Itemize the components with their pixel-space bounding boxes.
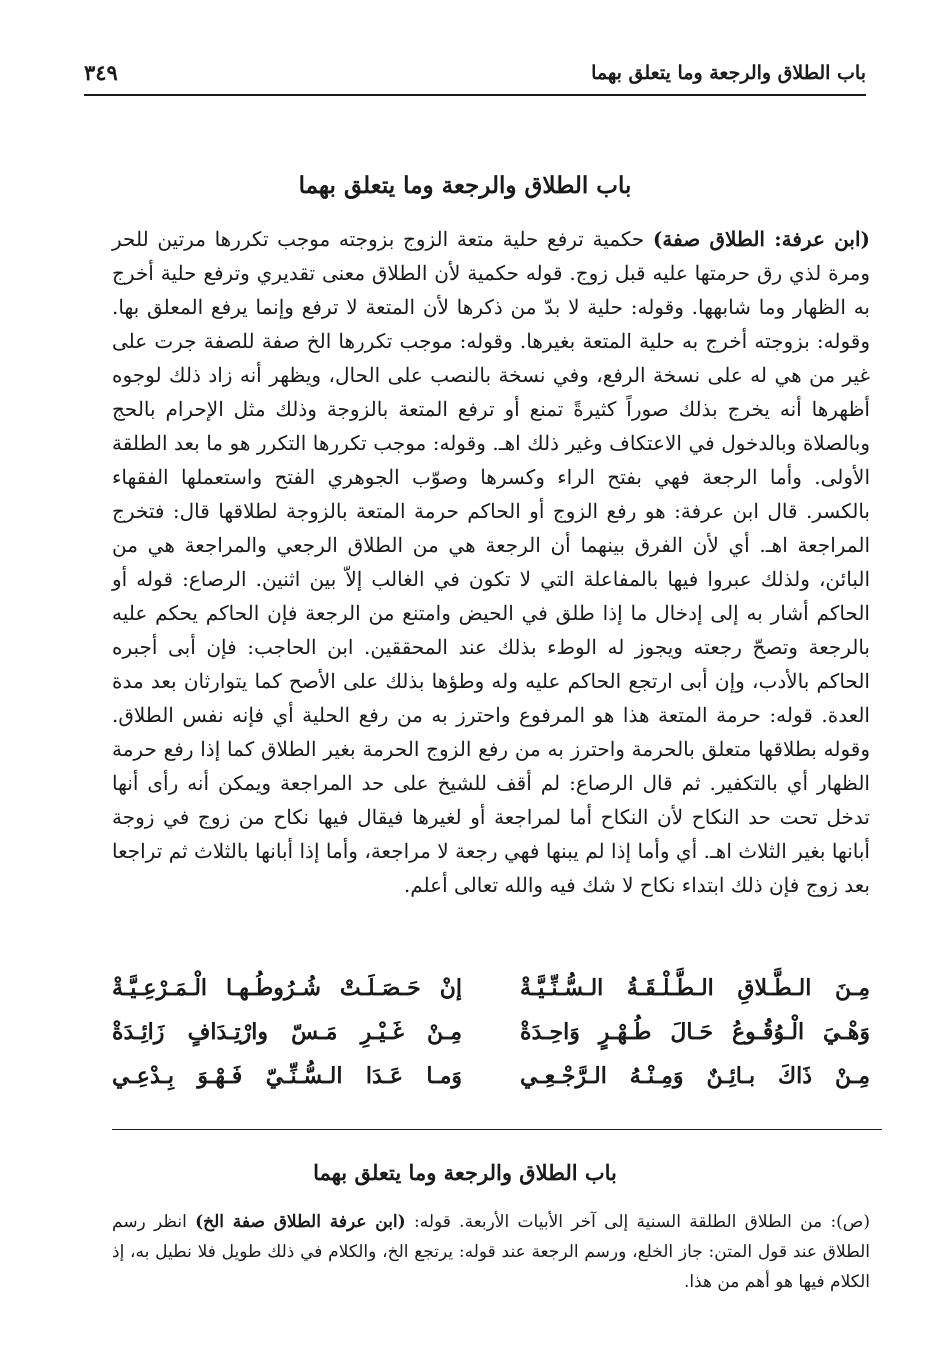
chapter-heading: باب الطلاق والرجعة وما يتعلق بهما [298,172,632,199]
page-number: ٣٤٩ [84,60,118,85]
commentary-intro: (ص): من الطلاق الطلقة السنية إلى آخر الأبيات الأربعة. قوله: [405,1212,870,1232]
verse-line [112,966,870,1010]
main-paragraph [112,222,870,902]
commentary-paragraph [112,1207,870,1297]
lead-term: (ابن عرفة: الطلاق صفة) [652,227,870,251]
running-title: باب الطلاق والرجعة وما يتعلق بهما [591,62,866,84]
commentary-text [112,1207,870,1297]
commentary-rest: انظر رسم الطلاق عند قول المتن: جاز الخلع، ورسم الرجعة عند قوله: يرتجع الخ، والكلام في ذلك طويل فلا نطيل به، إذ الكلام فيها هو أهم من هذا. [112,1212,870,1292]
poem [112,966,870,1098]
commentary-bold-term: (ابن عرفة الطلاق صفة الخ) [195,1212,406,1232]
main-text [112,222,870,902]
verse-second-hemistich: وَمـا عَـدَا الـسُّـنِّـيّ فَـهْـوَ بِـدْعِـي [112,1063,462,1089]
page-header [84,58,866,96]
verse-first-hemistich: مِـنَ الـطَّـلاقِ الـطَّـلْـقَـةُ الـسُّـنِّـيَّـةْ [520,975,870,1001]
verse-second-hemistich: إنْ حَـصَـلَـتْ شُـرُوطُـهـا الْـمَـرْعِـيَّـةْ [112,975,462,1001]
verse-first-hemistich: مِـنْ ذَاكَ بـائِـنٌ وَمِـنْـهُ الـرَّجْـعِـي [520,1063,870,1089]
commentary-heading: باب الطلاق والرجعة وما يتعلق بهما [313,1160,617,1185]
verse-line [112,1010,870,1054]
verse-line [112,1054,870,1098]
main-body: حكمية ترفع حلية متعة الزوج بزوجته موجب تكررها مرتين للحر ومرة لذي رق حرمتها عليه قبل زوج. قوله حكمية لأن الطلاق معنى تقديري وترفع حلية أخرج به الظهار وما شابهها. وقوله: حلية لا بدّ من ذكرها لأن المتعة لا ترفع وإنما يرفع المعلق بها. وقوله: بزوجته أخرج به حلية المتعة بغيرها. وقوله: موجب تكررها الخ صفة للصفة جرت على غير من هي له على نسخة الرفع، وفي نسخة بالنصب على الحال، ويظهر أنه زاد ذلك لوجوه أظهرها أنه يخرج بذلك صوراً كثيرةً تمنع أو ترفع المتعة بالزوجة وذلك مثل الإحرام بالحج وبالصلاة وبالدخول في الاعتكاف وغير ذلك اهـ. وقوله: موجب تكررها التكرر هو ما بعد الطلقة الأولى. وأما الرجعة فهي بفتح الراء وكسرها وصوّب الجوهري الفتح واستعملها الفقهاء بالكسر. قال ابن عرفة: هو رفع الزوج أو الحاكم حرمة المتعة بالزوجة لطلاقها قال: فتخرج المراجعة اهـ. أي لأن الفرق بينهما أن الرجعة هي من الطلاق الرجعي والمراجعة هي من البائن، ولذلك عبروا فيها بالمفاعلة التي لا تكون في الغالب إلاّ بين اثنين. الرصاع: قوله أو الحاكم أشار به إلى إدخال ما إذا طلق في الحيض وامتنع من الرجعة فإن الحاكم يحكم عليه بالرجعة وتصحّ رجعته ويجوز له الوطء بذلك عند المحققين. ابن الحاجب: فإن أبى أجبره الحاكم بالأدب، وإن أبى ارتجع الحاكم عليه وله وطؤها بذلك على الأصح كما يتوارثان بعد مدة العدة. قوله: حرمة المتعة هذا هو المرفوع واحترز به من رفع الحلية أي فإنه نفس الطلاق. وقوله بطلاقها متعلق بالحرمة واحترز به من رفع الزوج الحرمة بغير الطلاق كما إذا رفع حرمة الظهار أي بالتكفير. ثم قال الرصاع: لم أقف للشيخ على حد المراجعة ويمكن أنه رأى أنها تدخل تحت حد النكاح لأن النكاح أما لمراجعة أو لغيرها فيقال فيها نكاح من زوج في زوجة أبانها بغير الثلاث اهـ. أي وأما إذا لم يبنها فهي رجعة لا مراجعة، وأما إذا أبانها بالثلاث ثم تراجعا بعد زوج فإن ذلك ابتداء نكاح لا شك فيه والله تعالى أعلم. [112,227,870,897]
verse-second-hemistich: مِـنْ غَـيْـرِ مَـسّ وارْتِـدَافٍ زَائِـدَةْ [112,1019,462,1045]
verse-first-hemistich: وَهْـيَ الْـوُقُـوعُ حَـالَ طُـهْـرٍ وَاحِـدَةْ [520,1019,870,1045]
footnote-divider [112,1129,882,1130]
